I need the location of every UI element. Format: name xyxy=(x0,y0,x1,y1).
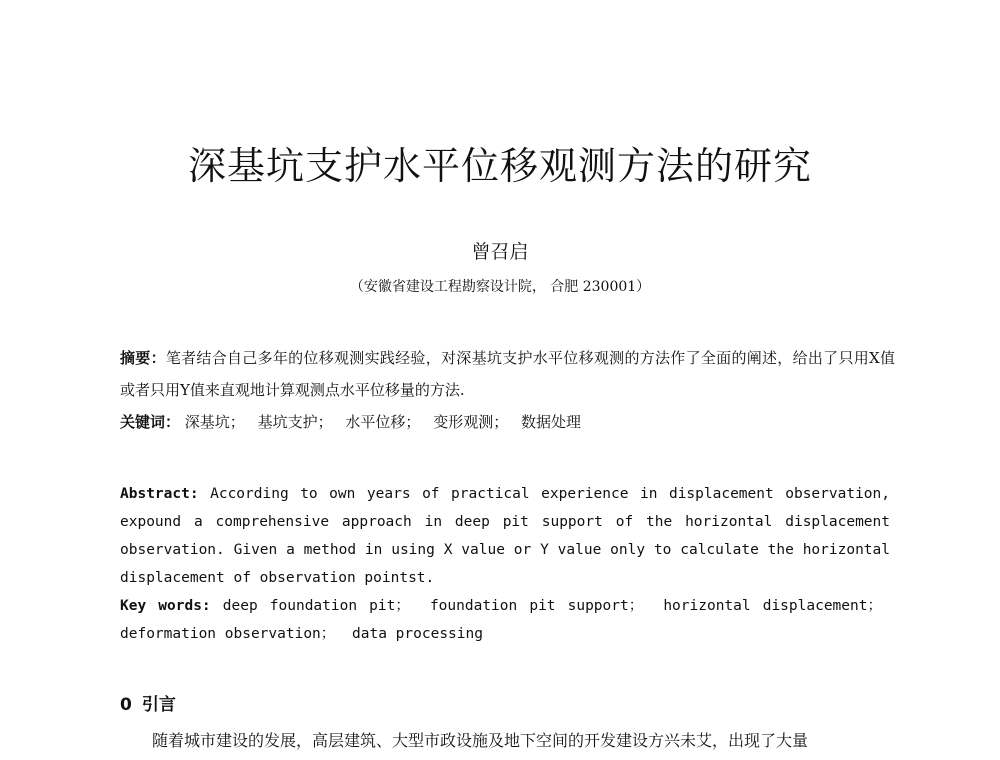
section-number: 0 xyxy=(120,695,132,715)
paper-title: 深基坑支护水平位移观测方法的研究 xyxy=(187,144,812,188)
keyword-cn-item: 深基坑； xyxy=(184,413,245,431)
section-title: 引言 xyxy=(141,695,176,715)
introduction-paragraph: 随着城市建设的发展，高层建筑、大型市政设施及地下空间的开发建设方兴未艾，出现了大量 xyxy=(152,731,809,750)
keyword-en-item: foundation pit support； xyxy=(429,598,644,614)
author-affiliation: （安徽省建设工程勘察设计院， 合肥 230001） xyxy=(349,279,651,295)
abstract-cn-text: 笔者结合自己多年的位移观测实践经验，对深基坑支护水平位移观测的方法作了全面的阐述，给出了只用X值或者只用Y值来直观地计算观测点水平位移量的方法. xyxy=(120,349,895,399)
abstract-en-label: Abstract: xyxy=(120,486,199,502)
keyword-en-item: deep foundation pit； xyxy=(222,598,410,614)
keywords-en-label: Key words: xyxy=(120,598,211,614)
keywords-en xyxy=(120,592,890,648)
author-name: 曾召启 xyxy=(471,241,529,263)
keyword-cn-item: 变形观测； xyxy=(433,413,509,431)
keyword-cn-item: 水平位移； xyxy=(345,413,421,431)
keyword-cn-item: 基坑支护； xyxy=(257,413,333,431)
keywords-cn-label: 关键词： xyxy=(120,413,181,431)
keyword-en-item: data processing xyxy=(352,626,483,642)
section-heading-introduction xyxy=(120,690,176,715)
keywords-cn xyxy=(120,406,895,438)
abstract-cn-label: 摘要： xyxy=(120,349,166,367)
abstract-cn xyxy=(120,342,895,406)
keyword-en-item: horizontal displacement； xyxy=(663,598,882,614)
abstract-en xyxy=(120,480,890,592)
keyword-cn-item: 数据处理 xyxy=(520,413,581,431)
english-abstract-block xyxy=(120,480,890,648)
keyword-en-item: deformation observation； xyxy=(120,626,336,642)
abstract-en-text: According to own years of practical experience in displacement observation, expound a comprehensive approach in deep pit support of the horizontal displacement observation. Given a method in using X value or Y value only to calculate the horizontal displacement of observation pointst. xyxy=(120,486,890,586)
chinese-abstract-block xyxy=(120,342,895,438)
